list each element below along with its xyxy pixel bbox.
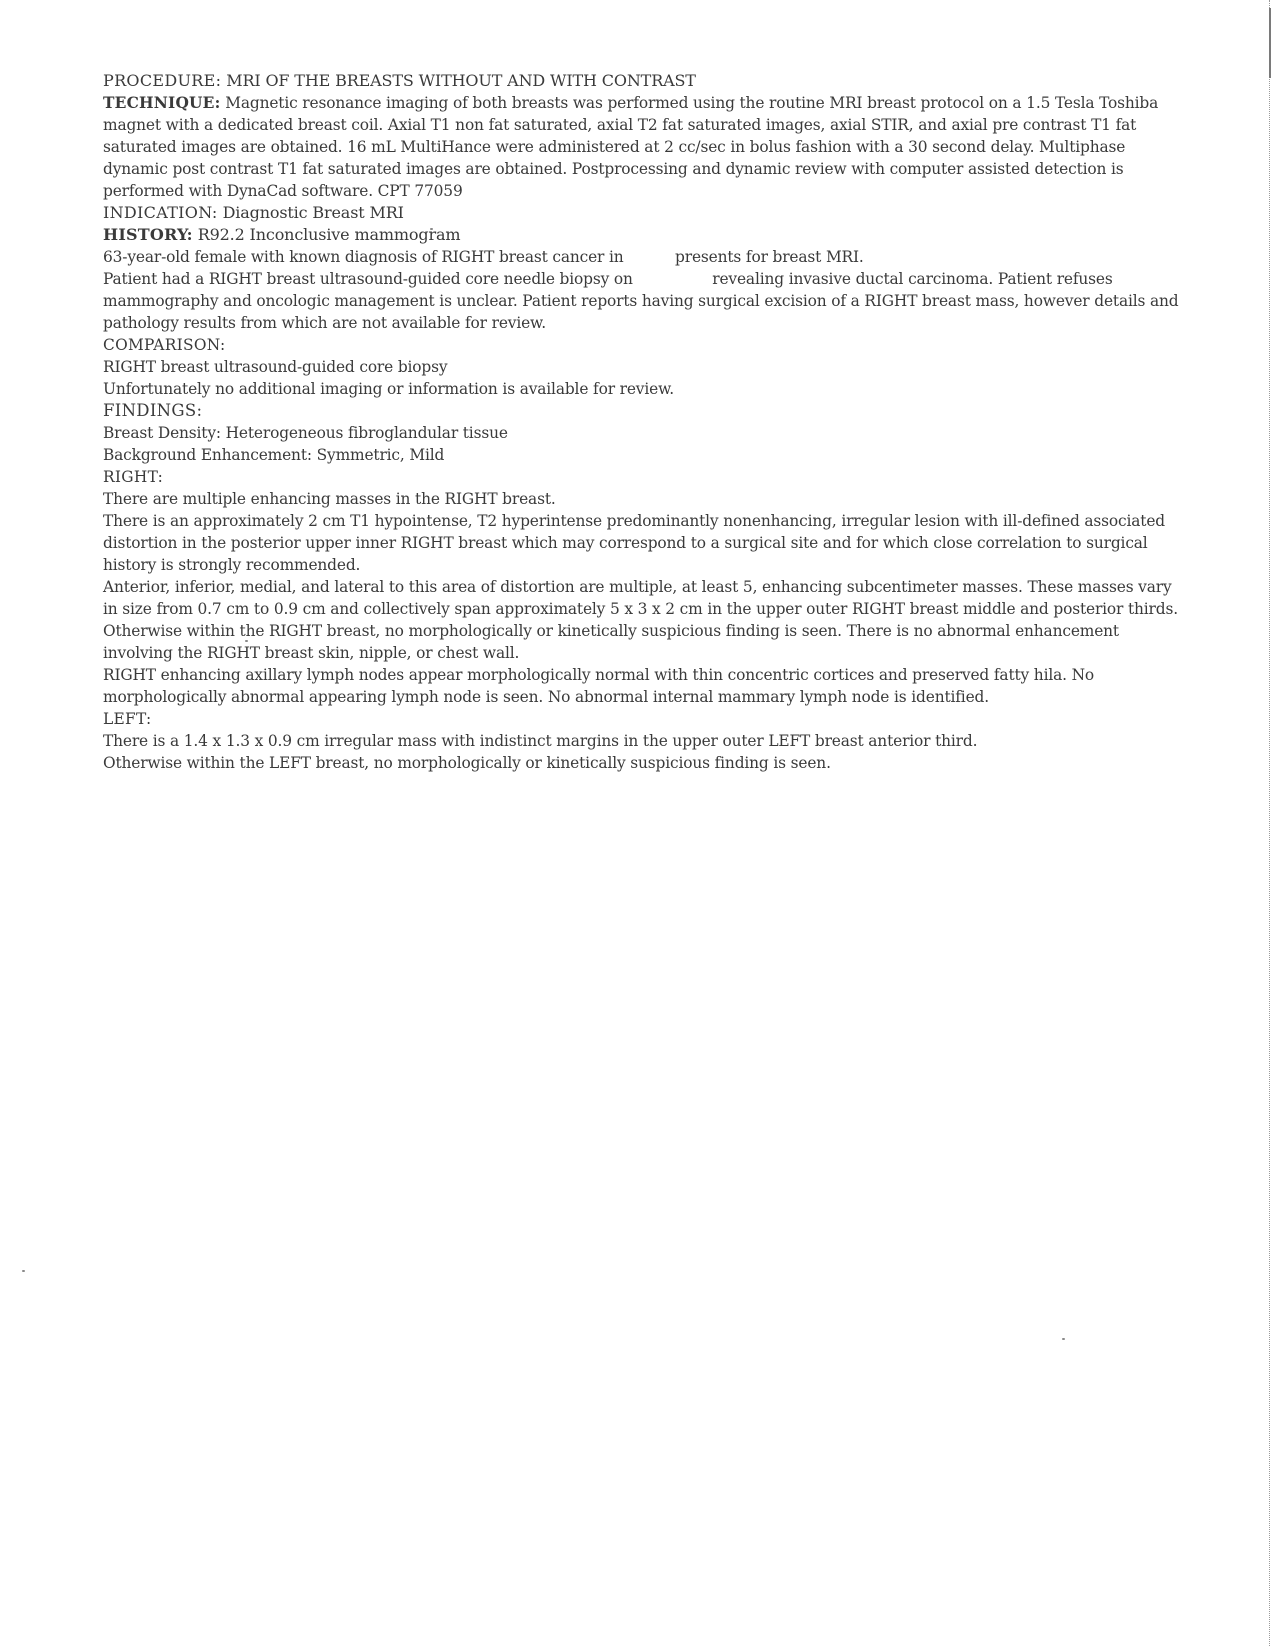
scan-edge-mark	[1269, 8, 1271, 78]
history-label: HISTORY:	[103, 225, 193, 244]
enhancement-line: Background Enhancement: Symmetric, Mild	[103, 446, 445, 464]
clinical-history-paragraph	[103, 246, 1183, 334]
procedure-line	[103, 70, 1183, 92]
right-line1: There are multiple enhancing masses in the RIGHT breast.	[103, 490, 556, 508]
right-label: RIGHT:	[103, 468, 164, 486]
right-other2: RIGHT enhancing axillary lymph nodes appear morphologically normal with thin concentric cortices and preserved fatty hila. No morphologically abnormal appearing lymph node is seen. No abnormal internal mammary lymph node is identified.	[103, 666, 1095, 706]
comparison-section	[103, 334, 1183, 400]
comparison-line1: RIGHT breast ultrasound-guided core biopsy	[103, 358, 448, 376]
right-line3: Anterior, inferior, medial, and lateral to this area of distortion are multiple, at least 5, enhancing subcentimeter masses. These masses vary in size from 0.7 cm to 0.9 cm and collectively span approximately 5 x 3 x 2 cm in the upper outer RIGHT breast middle and posterior thirds.	[103, 578, 1178, 618]
technique-text: Magnetic resonance imaging of both breasts was performed using the routine MRI breast protocol on a 1.5 Tesla Toshiba magnet with a dedicated breast coil. Axial T1 non fat saturated, axial T2 fat saturated images, axial STIR, and axial pre contrast T1 fat saturated images are obtained. 16 mL MultiHance were administered at 2 cc/sec in bolus fashion with a 30 second delay. Multiphase dynamic post contrast T1 fat saturated images are obtained. Postprocessing and dynamic review with computer assisted detection is performed with DynaCad software. CPT 77059	[103, 94, 1159, 200]
density-line: Breast Density: Heterogeneous fibroglandular tissue	[103, 424, 508, 442]
redacted-date	[628, 248, 670, 262]
scan-speck	[1062, 1338, 1065, 1340]
history-text: R92.2 Inconclusive mammogram	[197, 225, 461, 244]
scan-edge-artifact	[1267, 0, 1270, 1646]
hpi-line1-end: presents for breast MRI.	[675, 248, 864, 266]
findings-label: FINDINGS:	[103, 401, 203, 420]
radiology-report	[103, 70, 1183, 774]
indication-line	[103, 202, 1183, 224]
left-findings	[103, 708, 1183, 774]
left-line2: Otherwise within the LEFT breast, no morphologically or kinetically suspicious finding is seen.	[103, 754, 831, 772]
comparison-label: COMPARISON:	[103, 336, 226, 354]
right-findings	[103, 466, 1183, 620]
technique-paragraph	[103, 92, 1183, 202]
hpi-line1-start: 63-year-old female with known diagnosis of RIGHT breast cancer in	[103, 248, 624, 266]
technique-label: TECHNIQUE:	[103, 94, 221, 112]
right-other1: Otherwise within the RIGHT breast, no morphologically or kinetically suspicious finding is seen. There is no abnormal enhancement involving the RIGHT breast skin, nipple, or chest wall.	[103, 622, 1119, 662]
history-line	[103, 224, 1183, 246]
density-section	[103, 422, 1183, 466]
hpi-line2-start: Patient had a RIGHT breast ultrasound-guided core needle biopsy on	[103, 270, 633, 288]
indication-text: Diagnostic Breast MRI	[222, 203, 404, 222]
indication-label: INDICATION:	[103, 203, 218, 222]
procedure-text: MRI OF THE BREASTS WITHOUT AND WITH CONTRAST	[226, 71, 696, 90]
procedure-label: PROCEDURE:	[103, 71, 222, 90]
scan-speck	[22, 1270, 25, 1272]
findings-heading	[103, 400, 1183, 422]
left-line1: There is a 1.4 x 1.3 x 0.9 cm irregular mass with indistinct margins in the upper outer LEFT breast anterior third.	[103, 732, 978, 750]
right-other-findings	[103, 620, 1183, 708]
left-label: LEFT:	[103, 710, 152, 728]
redacted-date	[638, 270, 708, 284]
comparison-line2: Unfortunately no additional imaging or information is available for review.	[103, 380, 675, 398]
hpi-line2-end: revealing invasive ductal carcinoma. Patient refuses mammography and oncologic management is unclear. Patient reports having surgical excision of a RIGHT breast mass, however details and pathology results from which are not available for review.	[103, 270, 1179, 332]
right-line2: There is an approximately 2 cm T1 hypointense, T2 hyperintense predominantly nonenhancing, irregular lesion with ill-defined associated distortion in the posterior upper inner RIGHT breast which may correspond to a surgical site and for which close correlation to surgical history is strongly recommended.	[103, 512, 1165, 574]
